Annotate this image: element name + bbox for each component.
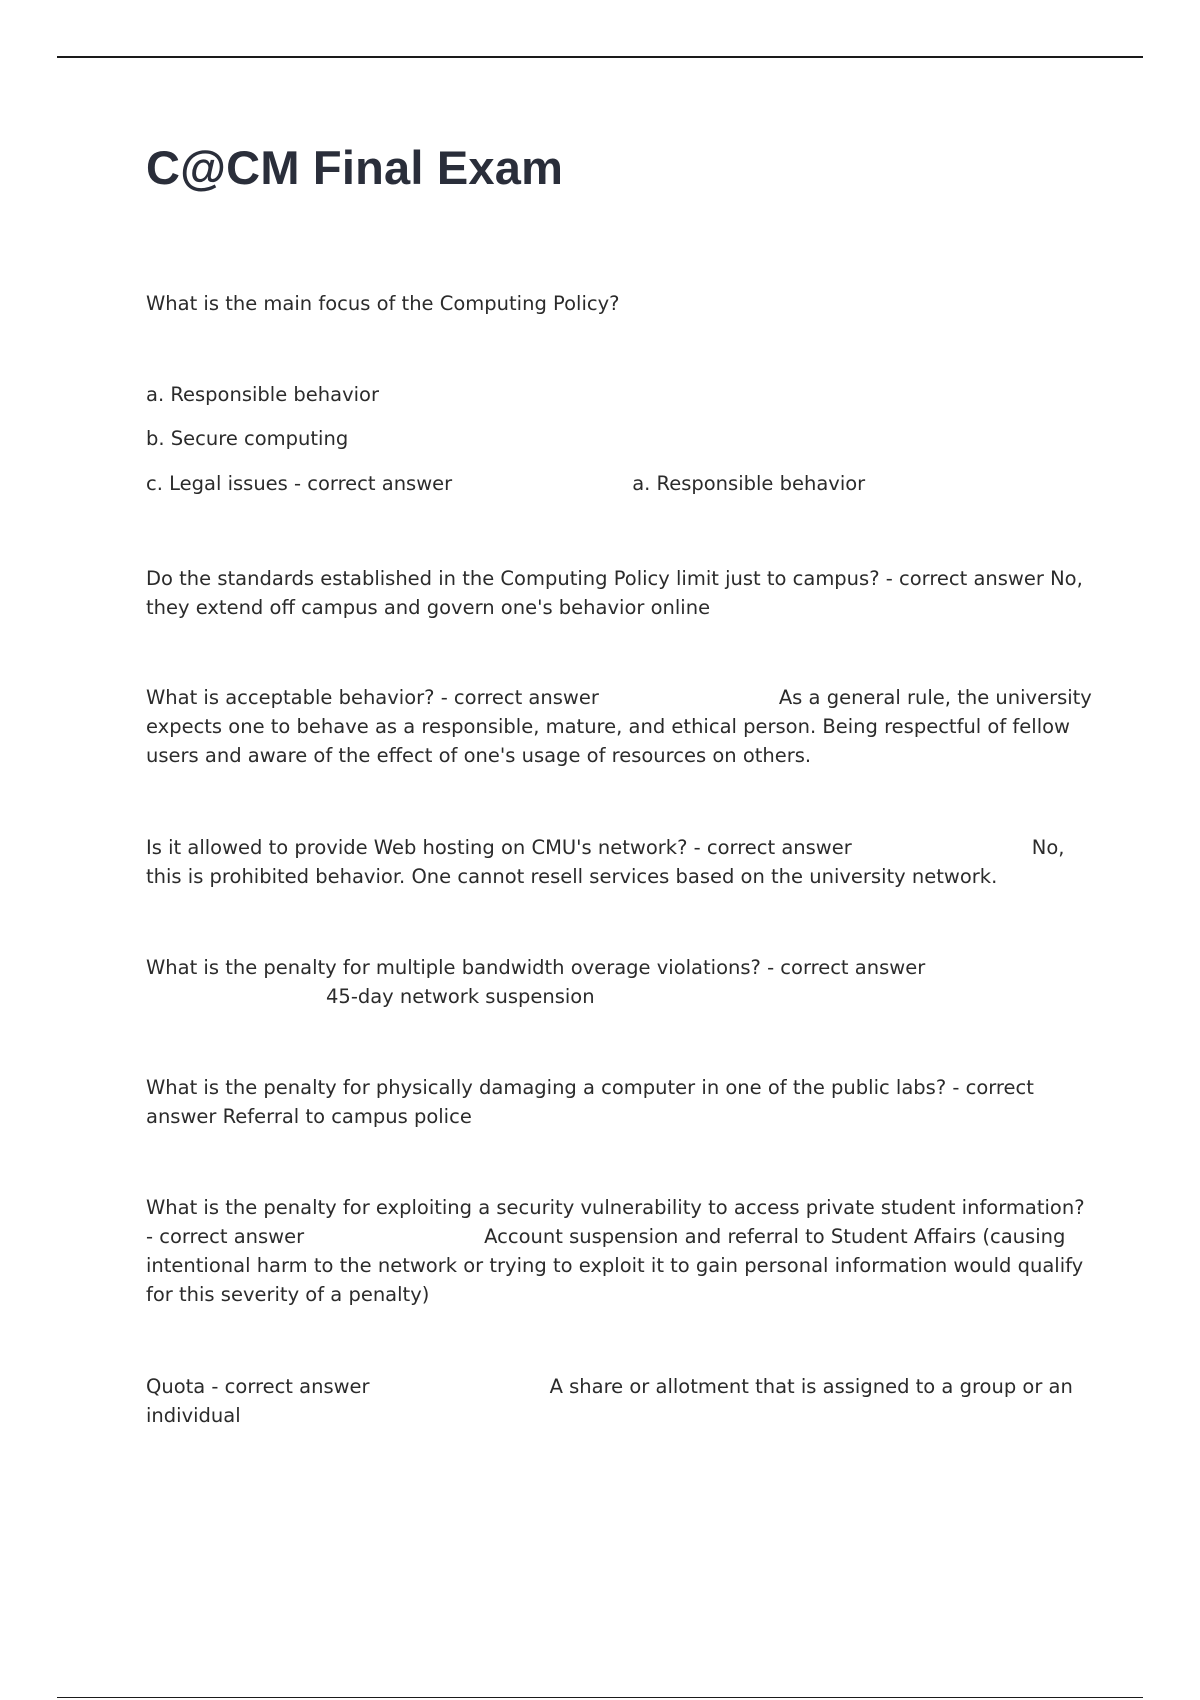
question-3: What is acceptable behavior? - correct answer: [146, 686, 599, 709]
top-rule: [57, 56, 1143, 58]
qa-7: [146, 1193, 1096, 1309]
bottom-rule: [57, 1697, 1143, 1698]
qa-6: What is the penalty for physically damaging a computer in one of the public labs? - correct answer Referral to campus police: [146, 1076, 1034, 1128]
answer-3: As a general rule, the university expects one to behave as a responsible, mature, and ethical person. Being respectful of fellow users and aware of the effect of one's usage of resources on others.: [146, 686, 1092, 767]
options-list: [146, 380, 1096, 498]
question-5: What is the penalty for multiple bandwidth overage violations? - correct answer: [146, 956, 926, 979]
qa-2: Do the standards established in the Computing Policy limit just to campus? - correct answer No, they extend off campus and govern one's behavior online: [146, 567, 1083, 619]
option-c: c. Legal issues - correct answer: [146, 472, 453, 495]
qa-8: [146, 1372, 1096, 1430]
option-a: a. Responsible behavior: [146, 383, 380, 406]
question-4: Is it allowed to provide Web hosting on CMU's network? - correct answer: [146, 836, 852, 859]
answer-4: No, this is prohibited behavior. One cannot resell services based on the university network.: [146, 836, 1065, 888]
option-c-row: [146, 469, 1096, 498]
option-b: b. Secure computing: [146, 427, 349, 450]
answer-7: Account suspension and referral to Student Affairs (causing intentional harm to the network or trying to exploit it to gain personal information would qualify for this severity of a penalty): [146, 1225, 1084, 1306]
answer-1: a. Responsible behavior: [632, 472, 866, 495]
question-7: What is the penalty for exploiting a security vulnerability to access private student information? - correct answer: [146, 1196, 1085, 1248]
question-8: Quota - correct answer: [146, 1375, 370, 1398]
question-1: What is the main focus of the Computing Policy?: [146, 292, 620, 315]
qa-3: [146, 683, 1096, 770]
page-title: C@CM Final Exam: [146, 141, 564, 194]
qa-5: [146, 953, 1096, 1011]
qa-4: [146, 833, 1096, 891]
answer-8: A share or allotment that is assigned to a group or an individual: [146, 1375, 1073, 1427]
answer-5: 45-day network suspension: [326, 985, 595, 1008]
